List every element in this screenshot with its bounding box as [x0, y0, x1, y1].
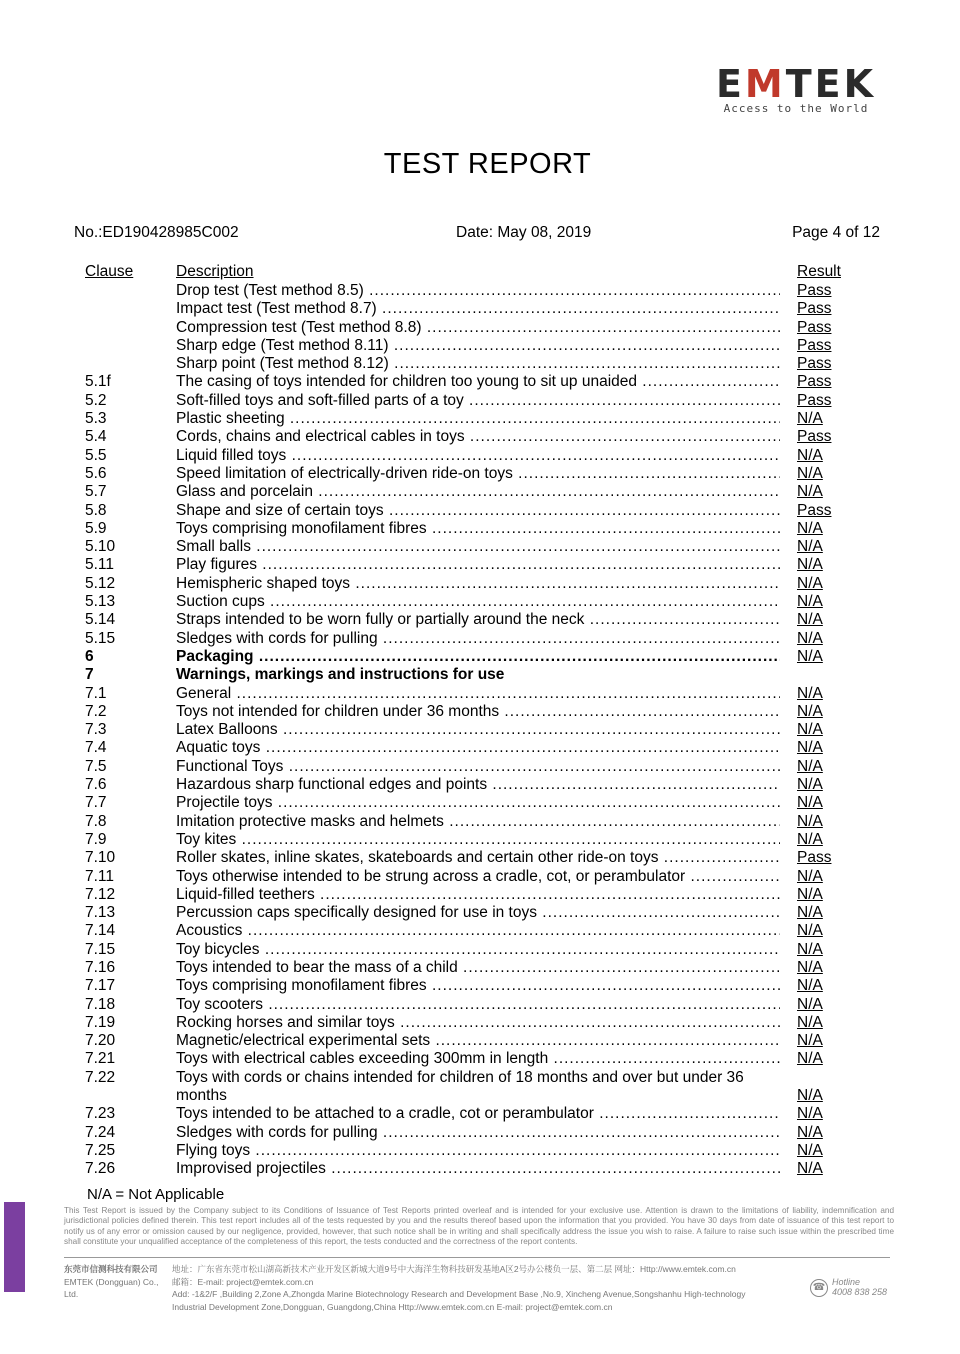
row-description: Toys with cords or chains intended for children of 18 months and over but under 36 months ..... [176, 1069, 780, 1106]
row-clause: 7.7 [85, 794, 107, 812]
row-result: N/A [797, 885, 823, 903]
row-clause: 5.14 [85, 611, 116, 629]
row-description: General ..... [176, 685, 780, 703]
row-clause: 6 [85, 647, 94, 665]
footnote: N/A = Not Applicable [87, 1186, 225, 1203]
row-clause: 7.6 [85, 776, 107, 794]
row-result: N/A [797, 721, 823, 739]
row-description: Toys intended to be attached to a cradle, cot or perambulator ..... [176, 1105, 780, 1123]
table-row [0, 685, 960, 703]
row-clause: 7 [85, 666, 94, 684]
table-row [0, 373, 960, 391]
row-clause: 7.4 [85, 739, 107, 757]
table-row [0, 319, 960, 337]
table-row [0, 355, 960, 373]
side-color-bar [4, 1202, 25, 1292]
row-description: Sledges with cords for pulling ..... [176, 630, 780, 648]
row-result: Pass [797, 373, 832, 391]
row-result: N/A [797, 1141, 823, 1159]
hotline-label: Hotline [832, 1277, 861, 1287]
row-description: Play figures ..... [176, 556, 780, 574]
row-result: N/A [797, 464, 823, 482]
page-number: Page 4 of 12 [792, 224, 880, 241]
row-description: Toys otherwise intended to be strung across a cradle, cot, or perambulator ..... [176, 868, 780, 886]
address-en-1: Add: -1&2/F ,Building 2,Zone A,Zhongda Marine Biotechnology Research and Development Base ,No.9, Xincheng Avenue,Songshanhu High-technology [172, 1289, 746, 1300]
row-result: N/A [797, 940, 823, 958]
footer-address [172, 1263, 772, 1313]
row-result: N/A [797, 977, 823, 995]
row-clause: 7.13 [85, 904, 116, 922]
table-row [0, 776, 960, 794]
row-clause: 5.10 [85, 538, 116, 556]
report-number: No.:ED190428985C002 [74, 224, 239, 241]
footer-divider [64, 1257, 890, 1258]
row-clause: 7.18 [85, 995, 116, 1013]
row-clause: 5.9 [85, 519, 107, 537]
table-row [0, 1050, 960, 1068]
table-row [0, 904, 960, 922]
hotline [810, 1277, 900, 1301]
row-description: Flying toys ..... [176, 1142, 780, 1160]
table-row [0, 611, 960, 629]
row-description: Shape and size of certain toys ..... [176, 502, 780, 520]
row-result: N/A [797, 995, 823, 1013]
row-clause: 7.9 [85, 830, 107, 848]
row-result: Pass [797, 501, 832, 519]
row-description: Toys comprising monofilament fibres ..... [176, 977, 780, 995]
row-description: Liquid filled toys ..... [176, 447, 780, 465]
company-logo [706, 62, 886, 115]
row-result: N/A [797, 1105, 823, 1123]
row-result: Pass [797, 849, 832, 867]
row-description: Magnetic/electrical experimental sets ..... [176, 1032, 780, 1050]
row-description: Percussion caps specifically designed for use in toys ..... [176, 904, 780, 922]
row-description: Sledges with cords for pulling ..... [176, 1124, 780, 1142]
table-row [0, 282, 960, 300]
table-row [0, 556, 960, 574]
table-row [0, 483, 960, 501]
row-description: Toys with electrical cables exceeding 300mm in length ..... [176, 1050, 780, 1068]
header-result: Result [797, 263, 841, 280]
row-clause: 7.25 [85, 1141, 116, 1159]
company-name-en: EMTEK (Dongguan) Co., Ltd. [64, 1276, 159, 1300]
row-result: N/A [797, 1013, 823, 1031]
table-row [0, 794, 960, 812]
row-description: Compression test (Test method 8.8) ..... [176, 319, 780, 337]
table-row [0, 941, 960, 959]
disclaimer: This Test Report is issued by the Company subject to its Conditions of Issuance of Test Reports printed overleaf and is intended for your exclusive use. Attention is drawn to the limitations of liability, indemnification and jurisdictional policies defined therein. This test report includes all of the tests requested by you and the results thereof based upon the information that you provided. You have 30 days from date of issuance of this test report to notify us of any error or omission caused by our negligence, provided, however, that such notice shall be in writing and shall specifically address the issue you wish to raise. A failure to raise such issue within the prescribed time shall constitute your unqualified acceptance of the completeness of this report, the tests conducted and the correctness of the report contents. [64, 1206, 894, 1246]
row-clause: 7.5 [85, 757, 107, 775]
company-name-cn: 东莞市信测科技有限公司 [64, 1264, 158, 1274]
table-row [0, 575, 960, 593]
row-description: Projectile toys ..... [176, 794, 780, 812]
table-row [0, 959, 960, 977]
table-row [0, 502, 960, 520]
row-description: Impact test (Test method 8.7) ..... [176, 300, 780, 318]
table-row [0, 538, 960, 556]
table-row [0, 977, 960, 995]
hotline-number: 4008 838 258 [832, 1287, 888, 1297]
row-clause: 5.13 [85, 593, 116, 611]
row-description: Sharp point (Test method 8.12) ..... [176, 355, 780, 373]
row-description: Drop test (Test method 8.5) ..... [176, 282, 780, 300]
row-result: N/A [797, 904, 823, 922]
row-result: N/A [797, 1087, 823, 1105]
table-row [0, 1014, 960, 1032]
table-row [0, 1105, 960, 1123]
row-description: Aquatic toys ..... [176, 739, 780, 757]
table-row [0, 922, 960, 940]
row-description: Small balls ..... [176, 538, 780, 556]
row-description: Hazardous sharp functional edges and points ..... [176, 776, 780, 794]
row-result: N/A [797, 739, 823, 757]
row-description: Plastic sheeting ..... [176, 410, 780, 428]
row-description: Liquid-filled teethers ..... [176, 886, 780, 904]
row-description: Hemispheric shaped toys ..... [176, 575, 780, 593]
table-row [0, 1124, 960, 1142]
table-row [0, 813, 960, 831]
row-description: Toy kites ..... [176, 831, 780, 849]
row-description: Toy bicycles ..... [176, 941, 780, 959]
row-clause: 7.8 [85, 812, 107, 830]
row-description: Toys intended to bear the mass of a child ..... [176, 959, 780, 977]
table-row [0, 1032, 960, 1050]
row-description: Soft-filled toys and soft-filled parts of a toy ..... [176, 392, 780, 410]
row-description: Warnings, markings and instructions for use [176, 666, 505, 684]
row-description: Straps intended to be worn fully or partially around the neck ..... [176, 611, 780, 629]
table-row [0, 886, 960, 904]
row-clause: 7.19 [85, 1013, 116, 1031]
table-row [0, 739, 960, 757]
row-description: Packaging ..... [176, 648, 780, 666]
row-clause: 7.2 [85, 702, 107, 720]
row-clause: 7.1 [85, 684, 107, 702]
footer-company [64, 1263, 169, 1301]
row-result: N/A [797, 867, 823, 885]
row-result: Pass [797, 336, 832, 354]
row-clause: 7.16 [85, 958, 116, 976]
row-description: The casing of toys intended for children too young to sit up unaided ..... [176, 373, 780, 391]
table-row [0, 868, 960, 886]
row-clause: 7.24 [85, 1123, 116, 1141]
table-row [0, 831, 960, 849]
row-description: Latex Balloons ..... [176, 721, 780, 739]
report-title: TEST REPORT [383, 148, 592, 180]
row-result: N/A [797, 922, 823, 940]
table-row [0, 520, 960, 538]
table-row [0, 337, 960, 355]
row-result: N/A [797, 776, 823, 794]
row-clause: 7.21 [85, 1050, 116, 1068]
table-row [0, 447, 960, 465]
row-description: Imitation protective masks and helmets ..... [176, 813, 780, 831]
row-result: N/A [797, 593, 823, 611]
row-clause: 5.2 [85, 391, 107, 409]
row-clause: 5.12 [85, 574, 116, 592]
table-row [0, 300, 960, 318]
row-description: Speed limitation of electrically-driven ride-on toys ..... [176, 465, 780, 483]
header-clause: Clause [85, 263, 134, 280]
table-row [0, 1142, 960, 1160]
row-clause: 5.3 [85, 410, 107, 428]
row-result: N/A [797, 684, 823, 702]
row-result: N/A [797, 1160, 823, 1178]
table-row [0, 465, 960, 483]
row-clause: 7.14 [85, 922, 116, 940]
table-header [0, 263, 960, 282]
row-clause: 5.6 [85, 464, 107, 482]
report-meta [74, 224, 880, 244]
row-result: Pass [797, 318, 832, 336]
row-description: Roller skates, inline skates, skateboards and certain other ride-on toys ..... [176, 849, 780, 867]
row-clause: 7.23 [85, 1105, 116, 1123]
row-result: Pass [797, 355, 832, 373]
row-clause: 5.15 [85, 629, 116, 647]
logo-tagline: Access to the World [723, 102, 869, 115]
row-result: N/A [797, 538, 823, 556]
row-result: N/A [797, 446, 823, 464]
table-row [0, 1069, 960, 1106]
row-description: Suction cups ..... [176, 593, 780, 611]
row-result: Pass [797, 391, 832, 409]
row-result: N/A [797, 1123, 823, 1141]
logo-wordmark: EMTEK [715, 62, 877, 106]
row-result: N/A [797, 1050, 823, 1068]
table-row [0, 703, 960, 721]
row-result: N/A [797, 410, 823, 428]
table-row [0, 410, 960, 428]
row-clause: 5.7 [85, 483, 107, 501]
table-row [0, 648, 960, 666]
table-row [0, 392, 960, 410]
row-clause: 7.26 [85, 1160, 116, 1178]
row-description: Sharp edge (Test method 8.11) ..... [176, 337, 780, 355]
row-result: N/A [797, 611, 823, 629]
row-result: N/A [797, 794, 823, 812]
row-result: N/A [797, 574, 823, 592]
row-clause: 5.1f [85, 373, 111, 391]
row-description: Cords, chains and electrical cables in toys ..... [176, 428, 780, 446]
row-result: N/A [797, 1032, 823, 1050]
row-clause: 7.22 [85, 1068, 116, 1086]
phone-icon: ☎ [810, 1279, 828, 1297]
table-row [0, 666, 960, 684]
row-clause: 7.10 [85, 849, 116, 867]
row-result: Pass [797, 282, 832, 299]
table-row [0, 758, 960, 776]
row-result: N/A [797, 702, 823, 720]
row-description: Improvised projectiles ..... [176, 1160, 780, 1178]
row-result: Pass [797, 300, 832, 318]
table-row [0, 1160, 960, 1178]
row-clause: 5.4 [85, 428, 107, 446]
row-result: N/A [797, 519, 823, 537]
address-en-2: Industrial Development Zone,Dongguan, Guangdong,China Http://www.emtek.com.cn E-mail: project@emtek.com.cn [172, 1301, 613, 1312]
table-row [0, 630, 960, 648]
email-cn: 邮箱：E-mail: project@emtek.com.cn [172, 1276, 314, 1287]
row-result: N/A [797, 556, 823, 574]
row-clause: 5.8 [85, 501, 107, 519]
address-cn: 地址：广东省东莞市松山湖高新技术产业开发区新城大道9号中大海洋生物科技研发基地A区2号办公楼负一层、第二层 网址：Http://www.emtek.com.cn [172, 1264, 736, 1274]
table-row [0, 721, 960, 739]
row-result: N/A [797, 958, 823, 976]
row-clause: 5.11 [85, 556, 115, 574]
report-date: Date: May 08, 2019 [456, 224, 592, 241]
row-result: N/A [797, 812, 823, 830]
row-result: N/A [797, 647, 823, 665]
row-result: N/A [797, 483, 823, 501]
row-clause: 7.20 [85, 1032, 116, 1050]
row-clause: 7.11 [85, 867, 115, 885]
row-description: Rocking horses and similar toys ..... [176, 1014, 780, 1032]
table-row [0, 996, 960, 1014]
header-description: Description [176, 263, 254, 280]
table-row [0, 428, 960, 446]
row-result: N/A [797, 629, 823, 647]
row-clause: 7.15 [85, 940, 116, 958]
row-clause: 7.3 [85, 721, 107, 739]
row-clause: 7.17 [85, 977, 116, 995]
table-row [0, 593, 960, 611]
row-description: Toy scooters ..... [176, 996, 780, 1014]
row-result: N/A [797, 830, 823, 848]
table-row [0, 849, 960, 867]
clause-table [0, 282, 960, 1179]
row-description: Functional Toys ..... [176, 758, 780, 776]
row-description: Acoustics ..... [176, 922, 780, 940]
row-result: Pass [797, 428, 832, 446]
row-description: Toys not intended for children under 36 months ..... [176, 703, 780, 721]
row-description: Toys comprising monofilament fibres ..... [176, 520, 780, 538]
row-description: Glass and porcelain ..... [176, 483, 780, 501]
row-clause: 5.5 [85, 446, 107, 464]
row-result: N/A [797, 757, 823, 775]
row-clause: 7.12 [85, 885, 116, 903]
